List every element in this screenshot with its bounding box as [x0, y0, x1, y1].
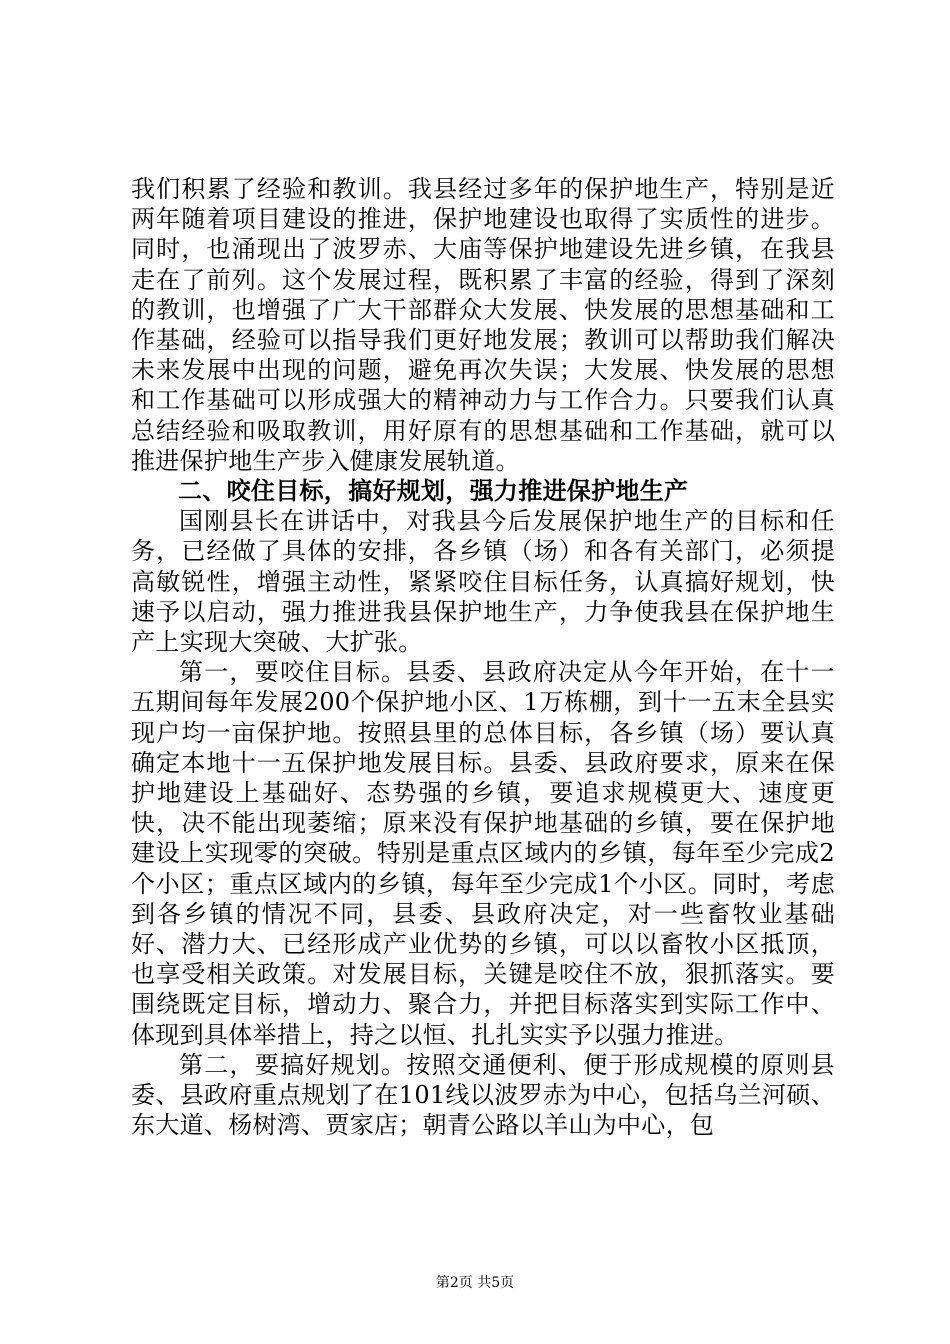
page-number-footer: 第2页 共5页: [435, 1275, 515, 1291]
paragraph-continuation: 我们积累了经验和教训。我县经过多年的保护地生产，特别是近两年随着项目建设的推进，保护地建设也取得了实质性的进步。同时，也涌现出了波罗赤、大庙等保护地建设先进乡镇，在我县走在了前列。这个发展过程，既积累了丰富的经验，得到了深刻的教训，也增强了广大干部群众大发展、快发展的思想基础和工作基础，经验可以指导我们更好地发展；教训可以帮助我们解决未来发展中出现的问题，避免再次失误；大发展、快发展的思想和工作基础可以形成强大的精神动力与工作合力。只要我们认真总结经验和吸取教训，用好原有的思想基础和工作基础，就可以推进保护地生产步入健康发展轨道。: [131, 175, 835, 475]
paragraph-intro: 国刚县长在讲话中，对我县今后发展保护地生产的目标和任务，已经做了具体的安排，各乡镇（场）和各有关部门，必须提高敏锐性，增强主动性，紧紧咬住目标任务，认真搞好规划，快速予以启动，强力推进我县保护地生产，力争使我县在保护地生产上实现大突破、大扩张。: [131, 507, 835, 657]
paragraph-first-point: 第一，要咬住目标。县委、县政府决定从今年开始，在十一五期间每年发展200个保护地小区、1万栋棚，到十一五末全县实现户均一亩保护地。按照县里的总体目标，各乡镇（场）要认真确定本地十一五保护地发展目标。县委、县政府要求，原来在保护地建设上基础好、态势强的乡镇，要追求规模更大、速度更快，决不能出现萎缩；原来没有保护地基础的乡镇，要在保护地建设上实现零的突破。特别是重点区域内的乡镇，每年至少完成2个小区；重点区域内的乡镇，每年至少完成1个小区。同时，考虑到各乡镇的情况不同，县委、县政府决定，对一些畜牧业基础好、潜力大、已经形成产业优势的乡镇，可以以畜牧小区抵顶，也享受相关政策。对发展目标，关键是咬住不放，狠抓落实。要围绕既定目标，增动力、聚合力，并把目标落实到实际工作中、体现到具体举措上，持之以恒、扎扎实实予以强力推进。: [131, 658, 835, 1049]
document-body: [131, 174, 835, 1141]
paragraph-second-point: 第二，要搞好规划。按照交通便利、便于形成规模的原则县委、县政府重点规划了在101线以波罗赤为中心，包括乌兰河硕、东大道、杨树湾、贾家店；朝青公路以羊山为中心，包: [131, 1050, 835, 1140]
section-heading: 二、咬住目标，搞好规划，强力推进保护地生产: [178, 476, 689, 506]
